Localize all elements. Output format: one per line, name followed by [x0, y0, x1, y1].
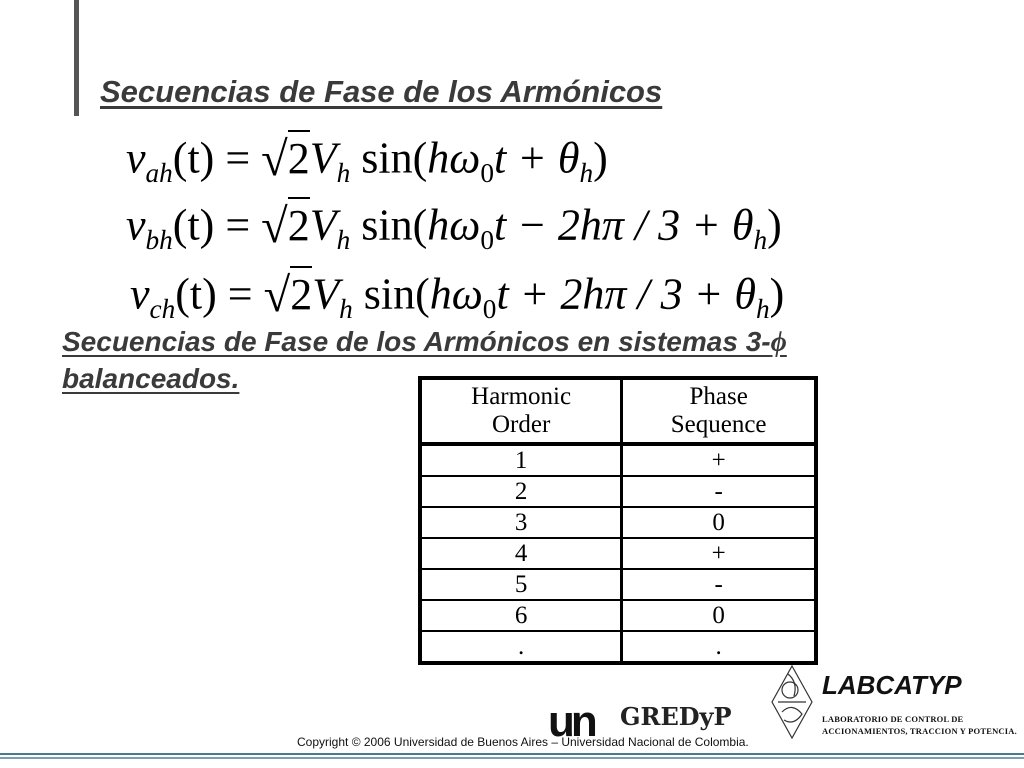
eq-lhs-sub: ch — [149, 294, 176, 325]
phase-sequence-cell: . — [622, 631, 816, 663]
footer-divider-secondary — [0, 757, 1024, 759]
eq-arg1-sub: 0 — [480, 225, 494, 256]
accent-bar — [74, 0, 79, 116]
harmonic-order-cell: 6 — [420, 600, 622, 631]
un-logo: un — [548, 697, 594, 746]
eq-V-sub: h — [336, 225, 351, 256]
eq-amp: 2 — [288, 197, 310, 250]
phase-sequence-cell: + — [622, 444, 816, 476]
copyright-notice: Copyright © 2006 Universidad de Buenos Aires – Universidad Nacional de Colombia. — [297, 735, 749, 749]
eq-theta-sub: h — [579, 158, 594, 189]
phase-sequence-cell: - — [622, 476, 816, 507]
harmonic-order-cell: 2 — [420, 476, 622, 507]
eq-close: ) — [769, 269, 785, 319]
phi-symbol: ϕ — [770, 327, 787, 358]
sqrt-icon: √ — [263, 269, 291, 322]
eq-lhs-var: v — [126, 200, 146, 250]
eq-theta: θ — [734, 269, 756, 319]
eq-V: V — [309, 133, 337, 183]
eq-arg1: hω — [427, 133, 481, 183]
table-row — [420, 631, 816, 663]
phase-sequence-cell: - — [622, 569, 816, 600]
slide-title: Secuencias de Fase de los Armónicos — [100, 74, 663, 109]
eq-close: ) — [593, 133, 608, 183]
phase-sequence-cell: 0 — [622, 600, 816, 631]
lab-description-line-2: ACCIONAMIENTOS, TRACCION Y POTENCIA. — [822, 726, 1017, 736]
eq-theta: θ — [557, 133, 580, 183]
labcatyp-emblem-icon — [768, 662, 816, 742]
table-row — [420, 569, 816, 600]
table-row — [420, 476, 816, 507]
eq-arg1-sub: 0 — [480, 158, 494, 189]
eq-func: sin( — [352, 269, 430, 319]
eq-lhs-rest: (t) = — [175, 269, 264, 319]
harmonic-order-cell: 4 — [420, 538, 622, 569]
eq-lhs-rest: (t) = — [172, 133, 262, 183]
table-row — [420, 507, 816, 538]
eq-V-sub: h — [339, 294, 353, 325]
eq-arg2: t + — [493, 133, 558, 183]
sqrt-icon: √ — [261, 200, 288, 253]
eq-lhs-sub: ah — [145, 158, 173, 189]
eq-V: V — [312, 269, 340, 319]
eq-amp: 2 — [290, 266, 312, 319]
footer-divider — [0, 753, 1024, 755]
table-header-row — [420, 378, 816, 444]
phase-sequence-cell: + — [622, 538, 816, 569]
eq-amp: 2 — [288, 130, 310, 183]
subtitle-text: Secuencias de Fase de los Armónicos en sistemas 3- — [62, 326, 771, 357]
eq-func: sin( — [350, 133, 428, 183]
equation-vch — [130, 269, 785, 325]
eq-lhs-rest: (t) = — [172, 200, 262, 250]
eq-V-sub: h — [336, 158, 351, 189]
harmonic-sequence-table — [418, 376, 818, 665]
eq-close: ) — [767, 200, 782, 250]
eq-lhs-sub: bh — [145, 225, 173, 256]
header-harmonic-order: Harmonic Order — [420, 378, 622, 444]
eq-func: sin( — [350, 200, 428, 250]
labcatyp-logo-text: LABCATYP — [822, 670, 962, 700]
harmonic-order-cell: . — [420, 631, 622, 663]
header-phase-sequence: Phase Sequence — [622, 378, 816, 444]
eq-lhs-var: v — [126, 133, 146, 183]
lab-description-line-1: LABORATORIO DE CONTROL DE — [822, 714, 964, 724]
sqrt-icon: √ — [261, 133, 288, 186]
eq-theta-sub: h — [755, 294, 770, 325]
table-row — [420, 444, 816, 476]
equation-vbh — [126, 200, 782, 256]
eq-arg1-sub: 0 — [482, 294, 497, 325]
subtitle-text-2: balanceados. — [62, 363, 240, 394]
eq-arg1: hω — [429, 269, 483, 319]
eq-arg2: t + 2hπ / 3 + — [496, 269, 735, 319]
eq-arg2: t − 2hπ / 3 + — [493, 200, 732, 250]
harmonic-order-cell: 1 — [420, 444, 622, 476]
eq-arg1: hω — [427, 200, 481, 250]
eq-lhs-var: v — [130, 269, 150, 319]
eq-theta: θ — [731, 200, 754, 250]
eq-V: V — [309, 200, 337, 250]
equation-vah — [126, 133, 608, 189]
harmonic-order-cell: 3 — [420, 507, 622, 538]
table-row — [420, 538, 816, 569]
phase-sequence-cell: 0 — [622, 507, 816, 538]
eq-theta-sub: h — [753, 225, 768, 256]
table-row — [420, 600, 816, 631]
gredyp-logo: GREDyP — [620, 702, 732, 731]
harmonic-order-cell: 5 — [420, 569, 622, 600]
